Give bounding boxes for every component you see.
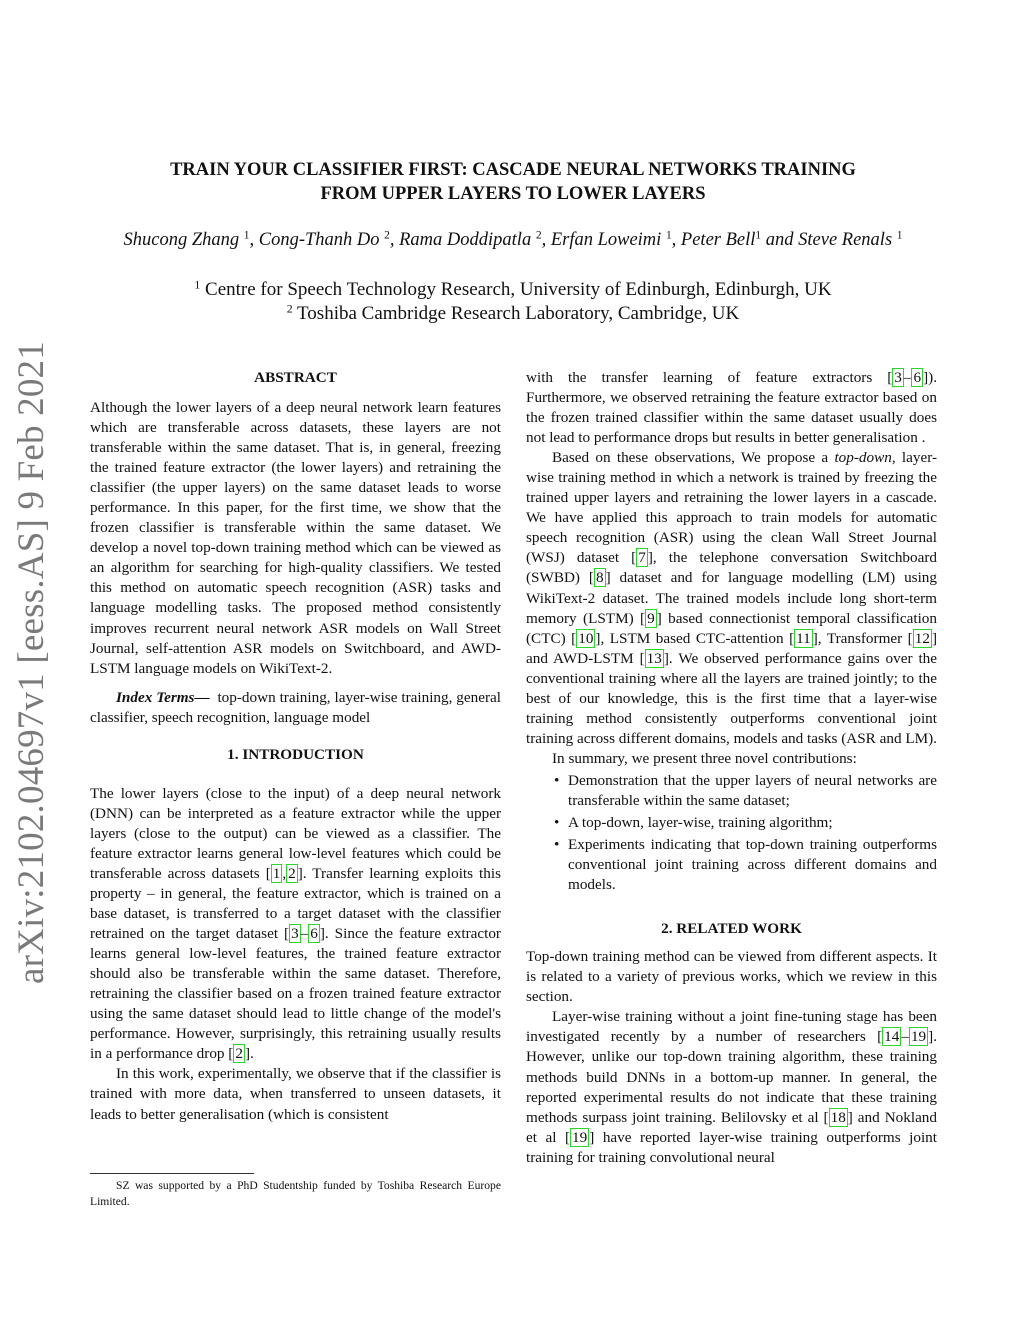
citation-link[interactable]: 10 bbox=[578, 629, 594, 647]
paper-title-line-1: TRAIN YOUR CLASSIFIER FIRST: CASCADE NEURAL NETWORKS TRAINING bbox=[170, 160, 856, 180]
index-terms-text: top-down training, layer-wise training, general classifier, speech recognition, language model bbox=[90, 688, 501, 726]
affiliation-1-text: Centre for Speech Technology Research, University of Edinburgh, Edinburgh, UK bbox=[205, 279, 832, 300]
author-name: Cong-Thanh Do bbox=[258, 230, 380, 250]
summary-intro: In summary, we present three novel contributions: bbox=[552, 749, 857, 767]
related-paragraph-1: Top-down training method can be viewed from different aspects. It is related to a variety of previous works, which we review in this section. bbox=[526, 948, 937, 1006]
arxiv-identifier-text: arXiv:2102.04697v1 [eess.AS] 9 Feb 2021 bbox=[10, 340, 52, 984]
contribution-text: Experiments indicating that top-down training outperforms conventional joint training across different domains and models. bbox=[568, 836, 937, 894]
list-item bbox=[526, 771, 937, 811]
text-run: ]. However, unlike our top-down training algorithm, these training methods build DNNs in a bottom-up manner. In general, the reported experimental results do not indicate that these training methods surpass joint training. Belilovsky et al [ bbox=[526, 1028, 937, 1126]
author-separator: , bbox=[671, 230, 681, 250]
contributions-list bbox=[526, 771, 937, 895]
paper-title-line-2: FROM UPPER LAYERS TO LOWER LAYERS bbox=[320, 184, 706, 204]
citation-link[interactable]: 8 bbox=[595, 569, 604, 587]
author-name: Shucong Zhang bbox=[123, 230, 240, 250]
author-affiliation-marker: 2 bbox=[384, 229, 390, 242]
text-run: , layer-wise training method in which a network is trained by freezing the trained upper layers and retraining the lower layers in a cascade. We have applied this approach to train models for automatic speech recognition (ASR) using the clean Wall Street Journal (WSJ) dataset [ bbox=[526, 449, 938, 567]
text-run: ] based connectionist temporal classification (CTC) [ bbox=[526, 609, 937, 647]
author-separator: , bbox=[541, 230, 551, 250]
text-run: with the transfer learning of feature extractors [ bbox=[526, 369, 893, 386]
affiliation-1-marker: 1 bbox=[194, 278, 201, 292]
author-name: Erfan Loweimi bbox=[550, 230, 662, 250]
bullet-icon: • bbox=[554, 836, 560, 854]
citation-link[interactable]: 13 bbox=[646, 649, 662, 667]
citation-link[interactable]: 2 bbox=[288, 864, 296, 882]
text-run: ]. Transfer learning exploits this property – in general, the feature extractor, which is trained on a base dataset, is transferred to a target dataset with the classifier retrained on the target dataset [ bbox=[90, 864, 501, 943]
author-separator: , bbox=[249, 230, 259, 250]
text-run: – bbox=[903, 369, 912, 386]
citation-link[interactable]: 19 bbox=[572, 1128, 588, 1146]
author-separator: and bbox=[761, 230, 799, 250]
bullet-icon: • bbox=[554, 814, 560, 832]
text-run: ]. We observed performance gains over the conventional training where all the layers are trained jointly; to the best of our knowledge, this is the first time that a layer-wise training method consistently outperforms conventional joint training across different domains, models and tasks (ASR and LM). bbox=[526, 649, 938, 747]
left-column bbox=[90, 368, 501, 1125]
text-run: ], the telephone conversation Switchboard (SWBD) [ bbox=[526, 549, 937, 587]
text-run: Based on these observations, We propose a bbox=[552, 449, 835, 467]
arxiv-identifier bbox=[0, 340, 62, 984]
text-run: – bbox=[300, 925, 309, 943]
citation-link[interactable]: 6 bbox=[310, 925, 318, 943]
paper-title bbox=[90, 158, 936, 206]
affiliation-2 bbox=[90, 302, 936, 326]
contribution-text: A top-down, layer-wise, training algorithm; bbox=[568, 814, 833, 832]
related-paragraph-2 bbox=[526, 1007, 937, 1167]
introduction-heading: 1. INTRODUCTION bbox=[227, 745, 364, 763]
author-list bbox=[70, 230, 956, 251]
right-column bbox=[526, 368, 937, 1168]
citation-link[interactable]: 9 bbox=[647, 609, 655, 627]
author-affiliation-marker: 1 bbox=[755, 229, 762, 242]
text-run: ] and AWD-LSTM [ bbox=[526, 629, 937, 667]
abstract-heading: ABSTRACT bbox=[254, 369, 337, 386]
affiliation-1 bbox=[90, 278, 936, 302]
author-affiliation-marker: 1 bbox=[896, 229, 903, 242]
citation-link[interactable]: 3 bbox=[894, 369, 902, 386]
text-run: ], Transformer [ bbox=[812, 629, 913, 647]
citation-link[interactable]: 2 bbox=[235, 1045, 243, 1063]
footnote-divider bbox=[90, 1173, 254, 1174]
proposal-paragraph bbox=[526, 448, 937, 749]
list-item bbox=[526, 813, 937, 833]
citation-link[interactable]: 6 bbox=[913, 369, 922, 386]
text-run: The lower layers (close to the input) of a deep neural network (DNN) can be interpreted as a feature extractor while the upper layers (close to the output) can be viewed as a classifier. The feature extractor learns general low-level features which could be transferable across datasets [ bbox=[90, 784, 501, 882]
author-affiliation-marker: 1 bbox=[243, 229, 250, 242]
citation-link[interactable]: 19 bbox=[910, 1028, 927, 1046]
citation-link[interactable]: 12 bbox=[914, 629, 930, 647]
text-run: ]. Since the feature extractor learns general low-level features, the trained feature extractor should also be transferable within the same dataset. Therefore, retraining the classifier based on a frozen trained feature extractor using the same dataset should lead to little change of the model's performance. However, surprisingly, this retraining usually results in a performance drop [ bbox=[90, 925, 501, 1063]
citation-link[interactable]: 11 bbox=[796, 629, 811, 647]
citation-link[interactable]: 14 bbox=[884, 1028, 900, 1046]
footnote: SZ was supported by a PhD Studentship funded by Toshiba Research Europe Limited. bbox=[90, 1179, 501, 1208]
contribution-text: Demonstration that the upper layers of neural networks are transferable within the same dataset; bbox=[568, 771, 937, 809]
citation-link[interactable]: 7 bbox=[638, 549, 646, 567]
text-run: ] and Nokland et al [ bbox=[526, 1108, 937, 1146]
text-run: , bbox=[282, 864, 287, 882]
citation-link[interactable]: 18 bbox=[830, 1108, 846, 1126]
bullet-icon: • bbox=[554, 771, 560, 789]
emphasis-text: top-down bbox=[834, 449, 892, 467]
text-run: Layer-wise training without a joint fine-tuning stage has been investigated recently by a number of researchers [ bbox=[526, 1008, 937, 1046]
citation-link[interactable]: 3 bbox=[291, 925, 299, 943]
text-run: ]. bbox=[244, 1045, 254, 1063]
intro-paragraph-2: In this work, experimentally, we observe that if the classifier is trained with more data, when transferred to unseen datasets, it leads to better generalisation (which is consistent bbox=[90, 1065, 501, 1123]
author-name: Rama Doddipatla bbox=[399, 230, 532, 250]
text-run: ]). Furthermore, we observed retraining the feature extractor based on the frozen trained classifier within the same dataset usually does not lead to performance drops but results in better generalisation . bbox=[526, 369, 937, 447]
author-affiliation-marker: 2 bbox=[535, 229, 542, 242]
affiliation-2-marker: 2 bbox=[286, 302, 293, 316]
author-affiliation-marker: 1 bbox=[665, 229, 672, 242]
text-run: ] dataset and for language modelling (LM) using WikiText-2 dataset. The trained models include long short-term memory (LSTM) [ bbox=[526, 569, 937, 627]
author-name: Peter Bell bbox=[680, 230, 756, 250]
related-work-heading: 2. RELATED WORK bbox=[661, 920, 802, 938]
text-run: ] have reported layer-wise training outperforms joint training for training convolutional neural bbox=[526, 1128, 937, 1166]
index-terms-label: Index Terms— bbox=[116, 688, 210, 706]
list-item bbox=[526, 835, 937, 895]
citation-link[interactable]: 1 bbox=[272, 864, 281, 882]
author-name: Steve Renals bbox=[798, 230, 893, 250]
author-separator: , bbox=[389, 230, 400, 250]
text-run: – bbox=[901, 1028, 909, 1046]
abstract-text: Although the lower layers of a deep neural network learn features which are transferable across datasets, these layers are not transferable within the same dataset. That is, in general, freezing the trained feature extractor (the lower layers) and retraining the classifier (the upper layers) on the same dataset leads to worse performance. In this paper, for the first time, we show that the frozen classifier is transferable within the same dataset. We develop a novel top-down training method which can be viewed as an algorithm for searching for high-quality classifiers. We tested this method on automatic speech recognition (ASR) tasks and language modelling tasks. The proposed method consistently improves recurrent neural network ASR models on Wall Street Journal, self-attention ASR models on Switchboard, and AWD-LSTM language models on WikiText-2. bbox=[90, 399, 501, 677]
intro-paragraph-continued bbox=[526, 368, 937, 448]
text-run: ], LSTM based CTC-attention [ bbox=[595, 629, 795, 647]
index-terms bbox=[90, 688, 501, 728]
intro-paragraph-1 bbox=[90, 784, 501, 1065]
affiliation-2-text: Toshiba Cambridge Research Laboratory, Cambridge, UK bbox=[297, 303, 740, 324]
